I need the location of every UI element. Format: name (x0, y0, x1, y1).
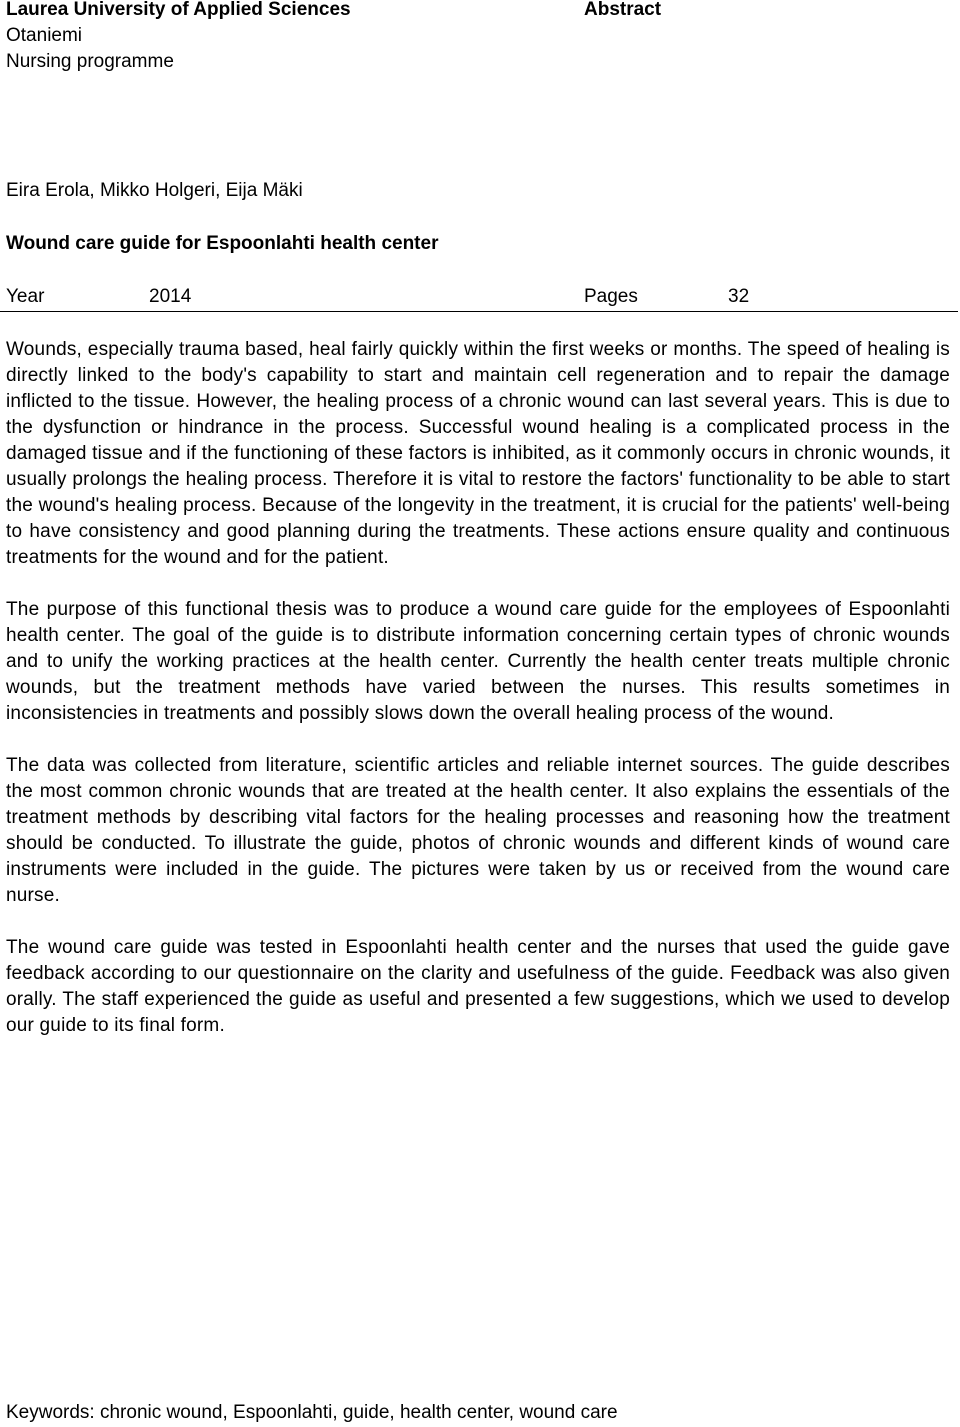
abstract-paragraph: The wound care guide was tested in Espoonlahti health center and the nurses that used the guide gave feedback according to our questionnaire on the clarity and usefulness of the guide. Feedback was also given orally. The staff experienced the guide as useful and presented a few suggestions, which we used to develop our guide to its final form. (6, 937, 950, 1036)
pages-label: Pages (584, 286, 638, 307)
author-list: Eira Erola, Mikko Holgeri, Eija Mäki (6, 180, 303, 201)
abstract-heading: Abstract (584, 0, 662, 20)
thesis-title: Wound care guide for Espoonlahti health center (6, 233, 439, 254)
abstract-paragraph: Wounds, especially trauma based, heal fairly quickly within the first weeks or months. The speed of healing is directly linked to the body's capability to start and maintain cell regeneration and to repair the damage inflicted to the tissue. However, the healing process of a chronic wound can last several years. This is due to the dysfunction or hindrance in the process. Successful wound healing is a complicated process in the damaged tissue and if the functioning of these factors is inhibited, as it commonly occurs in chronic wounds, it usually prolongs the healing process. Therefore it is vital to restore the factors' functionality to be able to start the wound's healing process. Because of the longevity in the treatment, it is crucial for the patients' well-being to have consistency and good planning during the treatments. These actions ensure quality and continuous treatments for the wound and for the patient. (6, 339, 950, 568)
abstract-paragraph: The purpose of this functional thesis was to produce a wound care guide for the employees of Espoonlahti health center. The goal of the guide is to distribute information concerning certain types of chronic wounds and to unify the working practices at the health center. Currently the health center treats multiple chronic wounds, but the treatment methods have varied between the nurses. This results sometimes in inconsistencies in treatments and possibly slows down the overall healing process of the wound. (6, 599, 950, 724)
header-divider (0, 311, 958, 312)
abstract-paragraph: The data was collected from literature, scientific articles and reliable internet sources. The guide describes the most common chronic wounds that are treated at the health center. It also explains the essentials of the treatment methods by describing vital factors for the healing processes and reasoning how the treatment should be conducted. To illustrate the guide, photos of chronic wounds and different kinds of wound care instruments were included in the guide. The pictures were taken by us or received from the wound care nurse. (6, 755, 950, 906)
document-header (6, 0, 946, 75)
campus-name: Otaniemi (6, 25, 83, 46)
year-label: Year (6, 286, 45, 307)
institution-name: Laurea University of Applied Sciences (6, 0, 351, 20)
pages-value: 32 (728, 286, 750, 307)
keywords-line: Keywords: chronic wound, Espoonlahti, guide, health center, wound care (6, 1402, 618, 1423)
year-value: 2014 (149, 286, 192, 307)
programme-name: Nursing programme (6, 51, 174, 72)
abstract-body (6, 337, 950, 1065)
thesis-meta-row (6, 283, 956, 311)
